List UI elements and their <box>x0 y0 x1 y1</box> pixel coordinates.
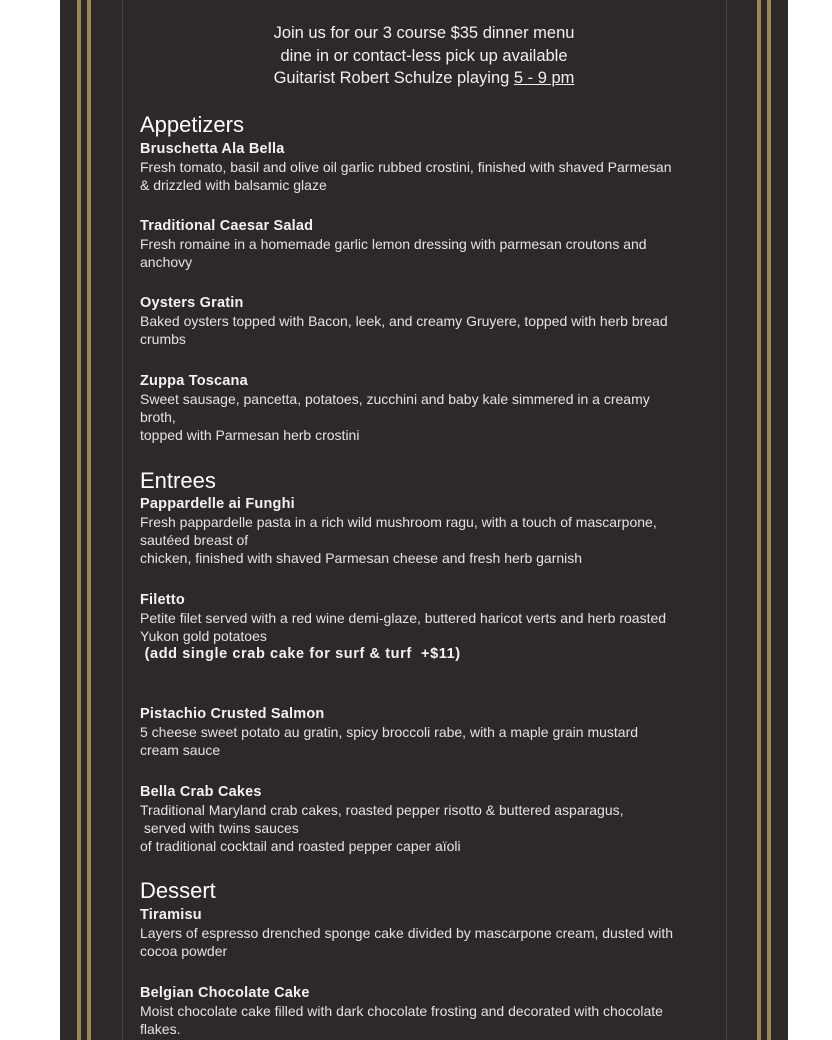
menu-item-description: Traditional Maryland crab cakes, roasted pepper risotto & buttered asparagus, <box>140 802 624 818</box>
menu-item-description: Baked oysters topped with Bacon, leek, and creamy Gruyere, topped with herb bread <box>140 313 668 329</box>
menu-item <box>140 783 720 855</box>
menu-item <box>140 217 720 271</box>
menu-item-title: Tiramisu <box>140 907 202 923</box>
menu-item-description: Moist chocolate cake filled with dark chocolate frosting and decorated with chocolate <box>140 1003 663 1019</box>
menu-item <box>140 906 720 960</box>
menu-item-title: Pistachio Crusted Salmon <box>140 706 325 722</box>
gold-border-line <box>77 0 81 1040</box>
menu-item-description: sautéed breast of <box>140 532 249 548</box>
menu-item-description: Sweet sausage, pancetta, potatoes, zucchini and baby kale simmered in a creamy <box>140 391 650 407</box>
menu-item <box>140 591 720 663</box>
menu-item-description: served with twins sauces <box>140 820 299 836</box>
header-line: dine in or contact-less pick up available <box>280 46 568 65</box>
menu-item-description: cocoa powder <box>140 943 228 959</box>
menu-item-description: cream sauce <box>140 742 221 758</box>
menu-item-description: of traditional cocktail and roasted pepper caper aïoli <box>140 838 461 854</box>
menu-item-description: topped with Parmesan herb crostini <box>140 427 360 443</box>
menu-item-description: anchovy <box>140 254 193 270</box>
section-heading: Appetizers <box>140 112 244 137</box>
menu-item-description: Fresh romaine in a homemade garlic lemon dressing with parmesan croutons and <box>140 236 647 252</box>
menu-item-addon-note: (add single crab cake for surf & turf +$11) <box>140 646 461 662</box>
gold-border-line <box>757 0 761 1040</box>
menu-item-description: Fresh tomato, basil and olive oil garlic rubbed crostini, finished with shaved Parmesan <box>140 159 672 175</box>
menu-item-description: flakes. <box>140 1021 181 1037</box>
header-line <box>60 67 788 90</box>
menu-item-title: Oysters Gratin <box>140 295 244 311</box>
thin-border-line <box>726 0 727 1040</box>
thin-border-line <box>122 0 123 1040</box>
performance-time: 5 - 9 pm <box>513 69 575 87</box>
menu-item-title: Traditional Caesar Salad <box>140 218 314 234</box>
menu-item-description: 5 cheese sweet potato au gratin, spicy broccoli rabe, with a maple grain mustard <box>140 724 639 740</box>
header-text: Guitarist Robert Schulze playing <box>273 69 514 87</box>
menu-item-description: Layers of espresso drenched sponge cake divided by mascarpone cream, dusted with <box>140 925 674 941</box>
menu-item-title: Bella Crab Cakes <box>140 784 262 800</box>
menu-item <box>140 140 720 194</box>
menu-item <box>140 294 720 348</box>
menu-item-description: broth, <box>140 409 176 425</box>
menu-item-title: Bruschetta Ala Bella <box>140 141 285 157</box>
menu-item <box>140 984 720 1038</box>
menu-item-title: Filetto <box>140 592 185 608</box>
section-heading: Dessert <box>140 878 216 903</box>
menu-item-title: Pappardelle ai Funghi <box>140 496 295 512</box>
menu-item-description: Yukon gold potatoes <box>140 628 267 644</box>
header-line: Join us for our 3 course $35 dinner menu <box>273 24 575 42</box>
menu-item-description: crumbs <box>140 331 186 347</box>
menu-item <box>140 705 720 759</box>
gold-border-line <box>767 0 771 1040</box>
menu-header <box>60 22 788 90</box>
gold-border-line <box>87 0 91 1040</box>
menu-item-description: Fresh pappardelle pasta in a rich wild mushroom ragu, with a touch of mascarpone, <box>140 514 657 530</box>
menu-item-description: & drizzled with balsamic glaze <box>140 177 327 193</box>
menu-item-title: Belgian Chocolate Cake <box>140 985 310 1001</box>
menu-item-title: Zuppa Toscana <box>140 373 248 389</box>
menu-item-description: Petite filet served with a red wine demi-glaze, buttered haricot verts and herb roasted <box>140 610 667 626</box>
menu-item <box>140 495 720 567</box>
menu-item <box>140 372 720 444</box>
menu-item-description: chicken, finished with shaved Parmesan cheese and fresh herb garnish <box>140 550 583 566</box>
section-heading: Entrees <box>140 468 216 493</box>
